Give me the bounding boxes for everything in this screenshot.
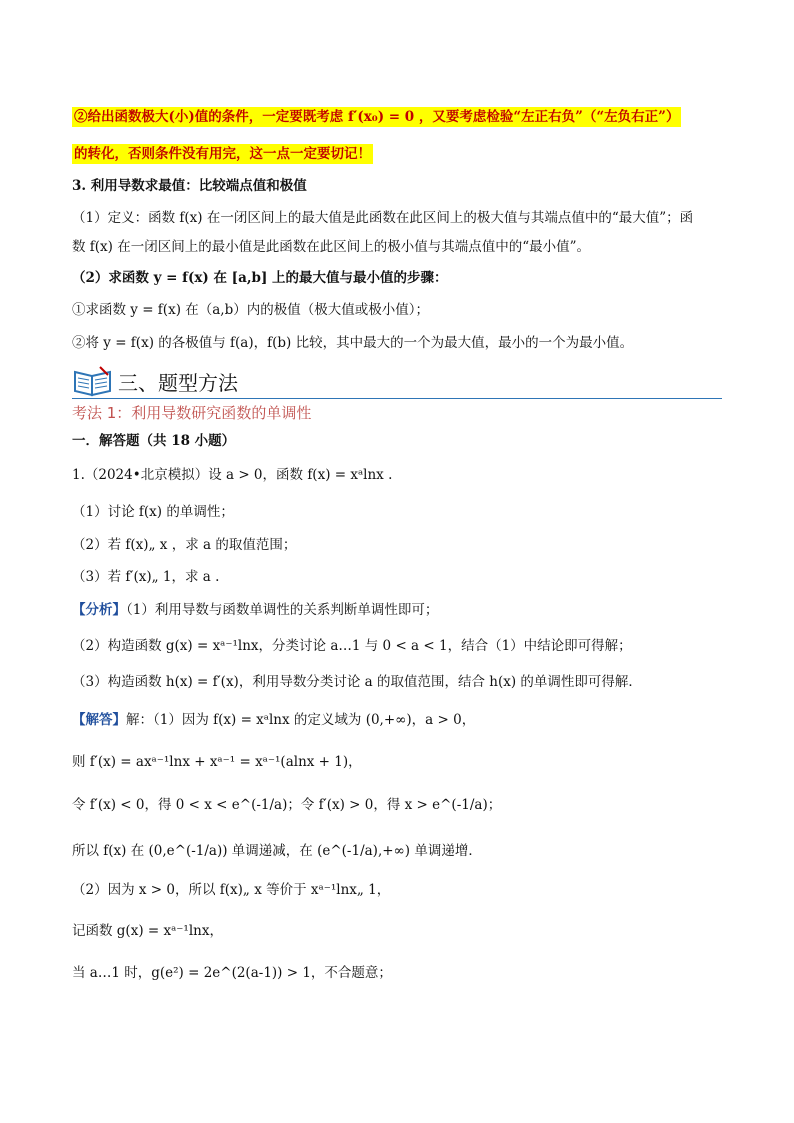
analysis-line-3: （3）构造函数 h(x) = f′(x)，利用导数分类讨论 a 的取值范围，结合 h(x) 的单调性即可得解． — [72, 674, 642, 690]
definition-line-2: 数 f(x) 在一闭区间上的最小值是此函数在此区间上的极小值与其端点值中的“最小值”。 — [72, 239, 591, 255]
analysis-label: 【分析】 — [72, 602, 126, 618]
step-1: ①求函数 y = f(x) 在（a,b）内的极值（极大值或极小值）； — [72, 302, 429, 318]
solution-line-6: 记函数 g(x) = xᵃ⁻¹lnx， — [72, 923, 223, 939]
book-icon — [72, 364, 114, 398]
solution-line-5: （2）因为 x > 0，所以 f(x)„ x 等价于 xᵃ⁻¹lnx„ 1， — [72, 882, 391, 898]
highlight-line-1 — [72, 107, 681, 127]
analysis-text-1: （1）利用导数与函数单调性的关系判断单调性即可； — [126, 602, 439, 618]
section3-heading: 3. 利用导数求最值：比较端点值和极值 — [72, 178, 307, 194]
question-2: （2）若 f(x)„ x ，求 a 的取值范围； — [72, 537, 297, 553]
definition-line-1: （1）定义：函数 f(x) 在一闭区间上的最大值是此函数在此区间上的极大值与其端点值中的“最大值”；函 — [72, 210, 694, 226]
analysis-line-2: （2）构造函数 g(x) = xᵃ⁻¹lnx，分类讨论 a…1 与 0 < a < 1，结合（1）中结论即可得解； — [72, 638, 632, 654]
method-heading: 考法 1：利用导数研究函数的单调性 — [72, 404, 312, 422]
step-2: ②将 y = f(x) 的各极值与 f(a)，f(b) 比较，其中最大的一个为最大值，最小的一个为最小值。 — [72, 335, 634, 351]
section-divider — [72, 398, 722, 399]
solution-line-3: 令 f′(x) < 0，得 0 < x < e^(-1/a)；令 f′(x) > 0，得 x > e^(-1/a)； — [72, 797, 502, 813]
problem-stem: 1.（2024•北京模拟）设 a > 0，函数 f(x) = xᵃlnx . — [72, 467, 393, 483]
question-3: （3）若 f′(x)„ 1，求 a . — [72, 569, 220, 585]
analysis-line-1 — [72, 600, 438, 620]
solution-line-1 — [72, 710, 475, 730]
highlight-line-2 — [72, 144, 373, 164]
highlight-text-1: ②给出函数极大(小)值的条件，一定要既考虑 f′(x₀) = 0 ，又要考虑检验“左正右负”（“左负右正”） — [74, 109, 680, 125]
part-title: 一．解答题（共 18 小题） — [72, 433, 236, 449]
solution-line-7: 当 a…1 时，g(e²) = 2e^(2(a-1)) > 1，不合题意； — [72, 965, 392, 981]
steps-heading: （2）求函数 y = f(x) 在 [a,b] 上的最大值与最小值的步骤： — [72, 270, 448, 286]
solution-line-4: 所以 f(x) 在 (0,e^(-1/a)) 单调递减，在 (e^(-1/a),+∞) 单调递增． — [72, 843, 482, 859]
solution-text-1: 解：（1）因为 f(x) = xᵃlnx 的定义域为 (0,+∞)，a > 0， — [126, 712, 476, 728]
solution-label: 【解答】 — [72, 712, 126, 728]
highlight-text-2: 的转化，否则条件没有用完，这一点一定要切记！ — [74, 146, 371, 162]
solution-line-2: 则 f′(x) = axᵃ⁻¹lnx + xᵃ⁻¹ = xᵃ⁻¹(alnx + 1)， — [72, 754, 362, 770]
section-title: 三、题型方法 — [118, 371, 238, 395]
question-1: （1）讨论 f(x) 的单调性； — [72, 504, 234, 520]
